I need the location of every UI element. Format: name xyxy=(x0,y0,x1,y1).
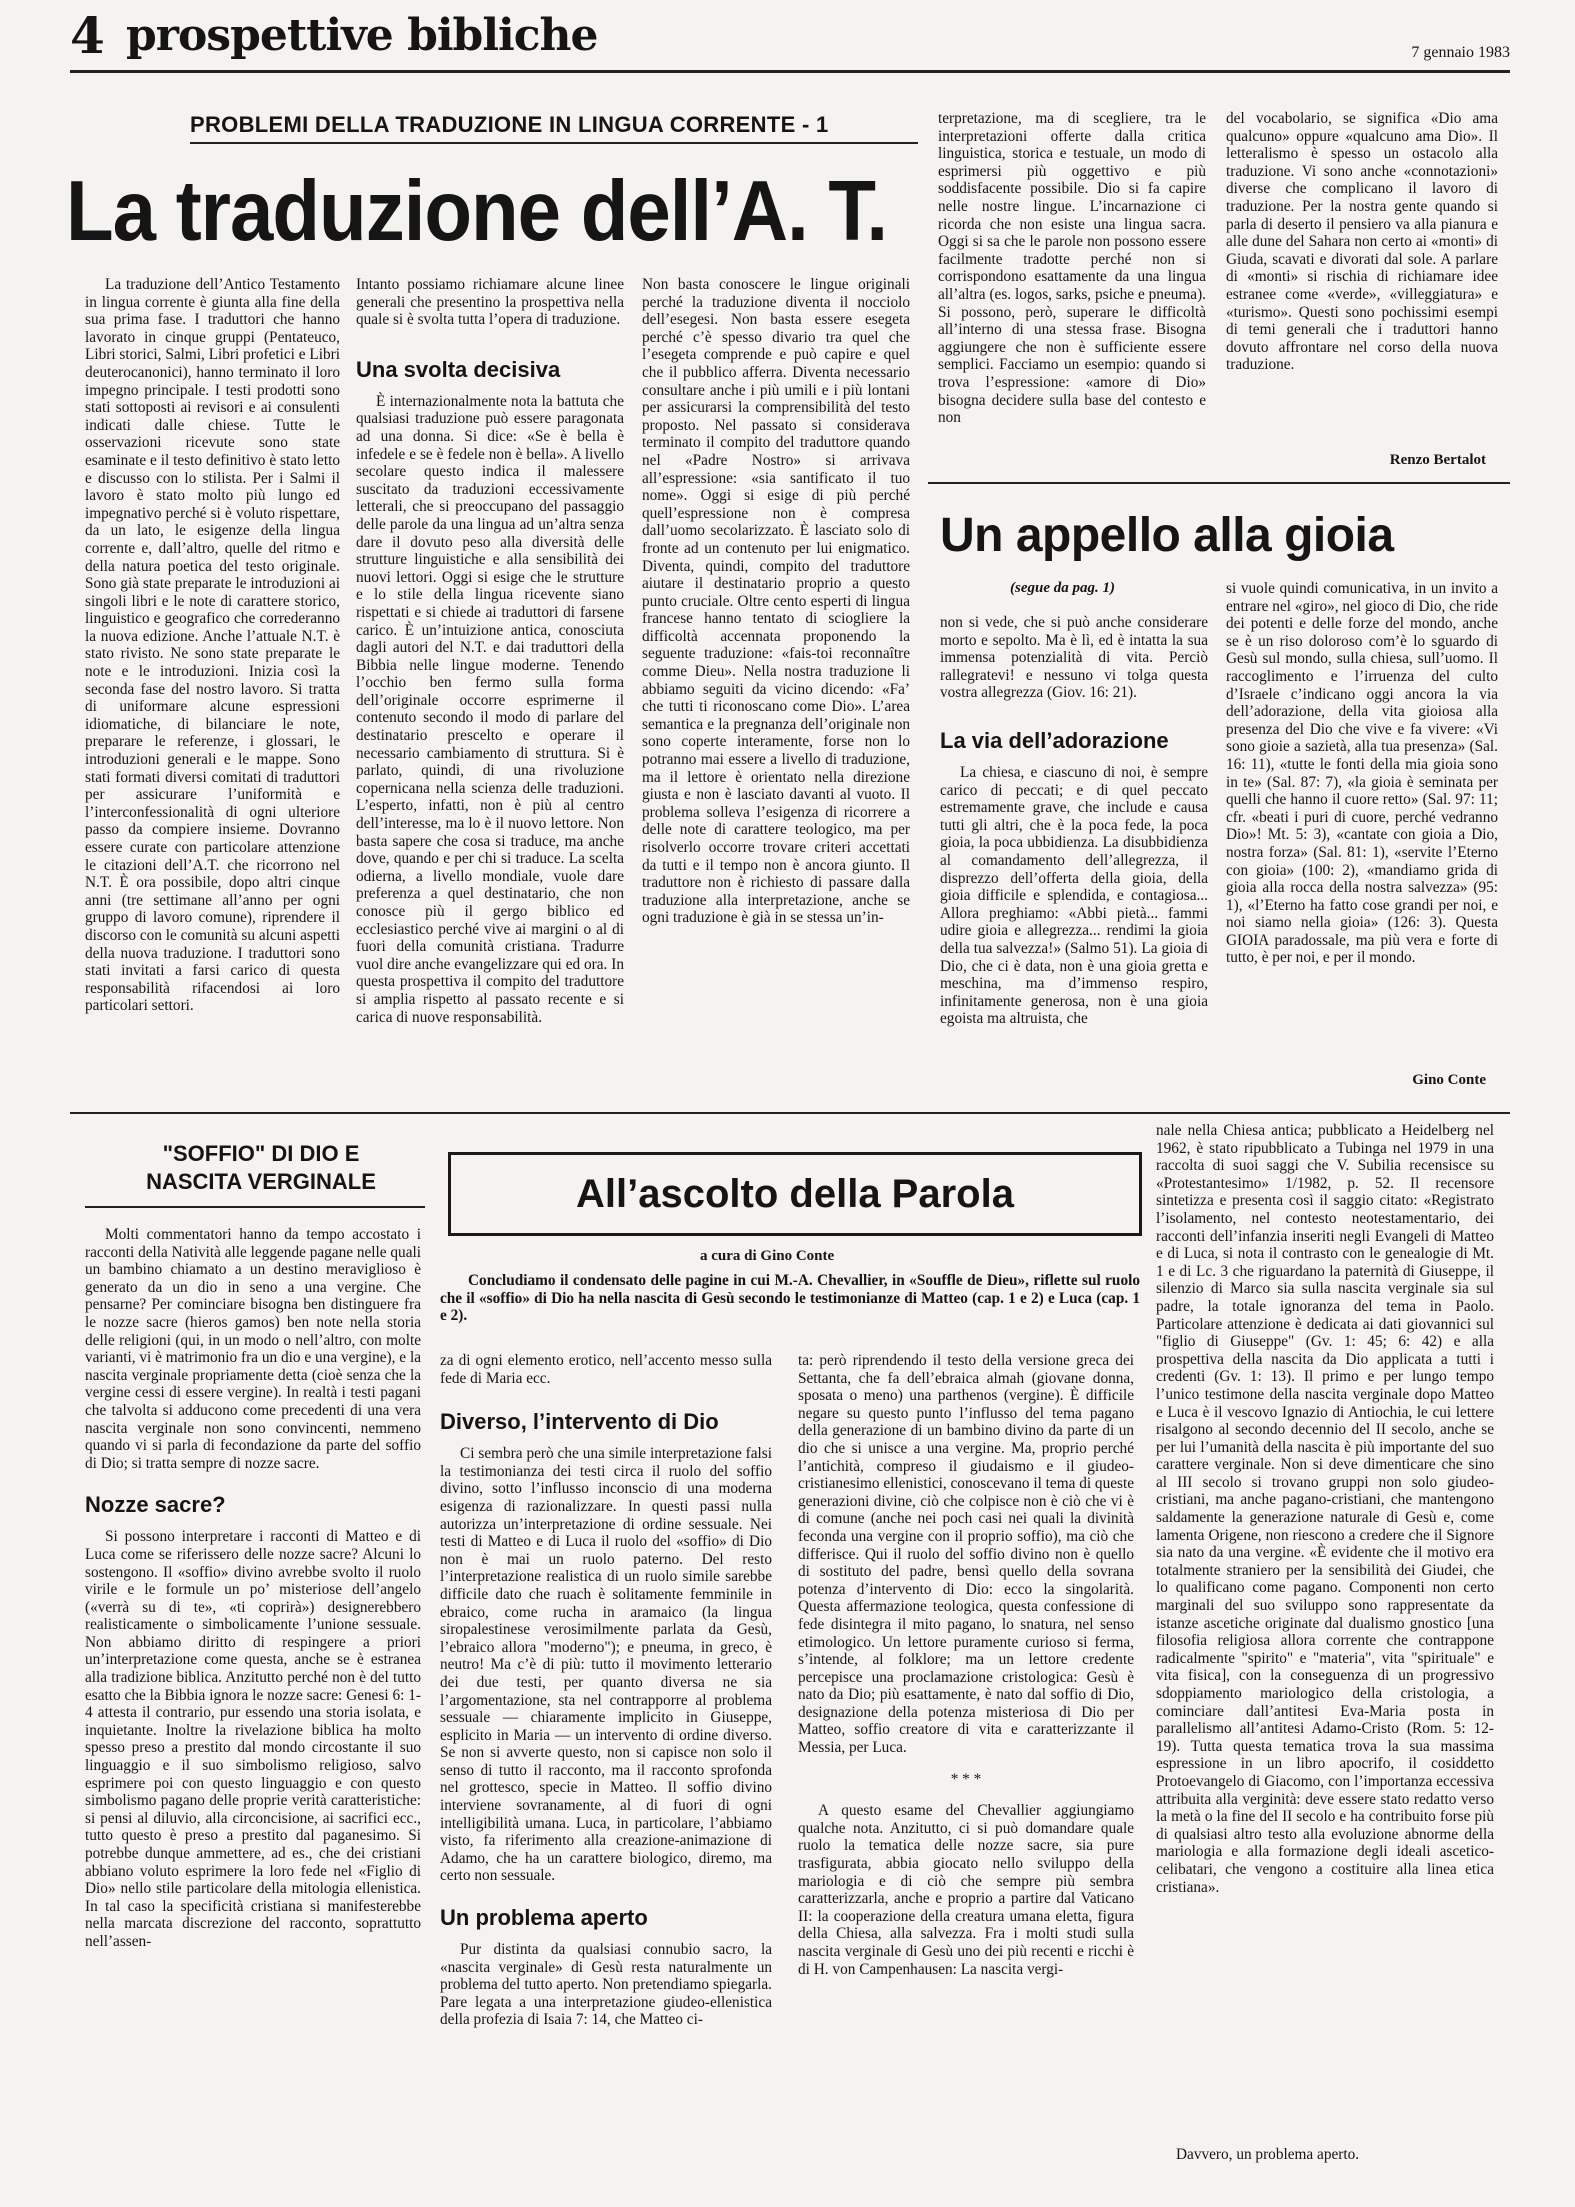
top-col-2-intro: Intanto possiamo richiamare alcune linee generali che presentino la prospettiva nella quale si è svolta tutta l’opera di traduzione. xyxy=(356,276,624,329)
ascolto-col-2 xyxy=(798,1352,1134,2176)
section-title: prospettive bibliche xyxy=(126,10,598,61)
main-headline: La traduzione dell’A. T. xyxy=(66,162,888,259)
ascolto-col-1-body-2: Pur distinta da qualsiasi connubio sacro, la «nascita verginale» di Gesù resta naturalmente un problema del tutto aperto. Non pretendiamo spiegarla. Pare legata a una interpretazione giudeo-ellenistica della profezia di Isaia 7: 14, che Matteo ci- xyxy=(440,1941,772,2029)
top-col-2 xyxy=(356,276,624,1102)
appello-col-1-body: La chiesa, e ciascuno di noi, è sempre carico di peccati; e di quel peccato estremamente grave, che include e causa tutti gli altri, che è la poca fede, la poca gioia, la poca ubbidienza. La disubbidienza al comandamento dell’allegrezza, il disprezzo dell’offerta della gioia, della gioia difficile e splendida, e contagiosa... Allora preghiamo: «Abbi pietà... fammi udire gioia e allegrezza... rendimi la gioia della tua salvezza!» (Salmo 51). La gioia di Dio, che ci è data, non è una gioia gretta e meschina, ma d’immenso respiro, infinitamente generosa, non è una gioia egoista ma altruista, che xyxy=(940,763,1208,1028)
middle-rule xyxy=(70,1112,1510,1114)
soffio-title: "SOFFIO" DI DIO E NASCITA VERGINALE xyxy=(146,1141,376,1194)
ascolto-col-2-text: ta: però riprendendo il testo della versione greca dei Settanta, che fa dell’ebraica almah (giovane donna, sposata o meno) una parthenos (vergine). È difficile negare su questo punto l’influsso del tema pagano della generazione di un bambino divino da parte di un dio che si unisce a una vergine. Ma, proprio perché l’antichità, compreso il giudaismo e il giudeo-cristianesimo ellenistici, conoscevano il tema di queste generazioni divine, ciò che colpisce non è ciò che vi è di comune (anche nei poch casi nei quali la divinità feconda una vergine con il proprio soffio), ma ciò che differisce. Qui il ruolo del soffio divino non è quello di sostituto del padre, bensì quello della sovrana potenza d’intervento di Dio: ecco la singolarità. Questa affermazione teologica, questa confessione di fede disintegra il mito pagano, lo snatura, nel senso etimologico. Un lettore puramente curioso si ferma, s’intende, al folklore; ma un lettore credente percepisce una proclamazione cristologica: Gesù è nato da Dio; più esattamente, è nato dal soffio di Dio, designazione della potenza misteriosa di Dio per Matteo, soffio creatore di vita e caratterizzante il Messia, per Luca. xyxy=(798,1352,1134,1757)
top-col-5 xyxy=(1226,110,1498,440)
ascolto-col-1-body: Ci sembra però che una simile interpretazione falsi la testimonianza dei testi circa il ruolo del soffio divino, sotto l’influsso inconscio di una moderna esigenza di razionalizzare. In questi passi nulla autorizza un’interpretazione di ordine sessuale. Nei testi di Matteo e di Luca il ruolo del «soffio» di Dio non è mai un ruolo paterno. Del resto l’interpretazione realistica di un ruolo simile sarebbe difficile dato che ruach è solitamente femminile in ebraico, come rucha in aramaico (la lingua siropalestinese verosimilmente parlata da Gesù, l’ebraico allora "moderno"); e pneuma, in greco, è neutro! Ma c’è di più: tutto il movimento letterario dei due testi, per quanto diversa ne sia l’argomentazione, sta nel contrapporre al problema sessuale — chiaramente implicito in Giuseppe, esplicito in Maria — un intervento di ordine diverso. Se non si avverte questo, non si capisce non solo il senso di tutto il racconto, ma il racconto sprofonda nel grottesco, specie in Matteo. Il soffio divino interviene sovranamente, al di fuori di ogni intelligibilità umana. Luca, in particolare, l’abbiamo visto, fa riferimento alla creazione-animazione di Adamo, che ha un carattere biologico, diremo, ma certo non sessuale. xyxy=(440,1445,772,1885)
ascolto-col-2-body-2: A questo esame del Chevallier aggiungiamo qualche nota. Anzitutto, ci si può domandare quale ruolo la tematica delle nozze sacre, sia pure trasfigurata, abbia giocato nello sviluppo della mariologia e di ciò che sempre più sembra caratterizzarla, anche e proprio a partire dal Vaticano II: la cooperazione della creatura umana eletta, figura della Chiesa, alla salvezza. Fra i molti studi sulla nascita verginale di Gesù uno dei più recenti e ricchi è di H. von Campenhausen: La nascita vergi- xyxy=(798,1802,1134,1978)
page-number: 4 xyxy=(70,6,105,65)
soffio-rule xyxy=(85,1206,425,1208)
ascolto-title-box xyxy=(448,1152,1142,1236)
top-col-4 xyxy=(938,110,1206,470)
ascolto-subhead-2: Un problema aperto xyxy=(440,1905,648,1931)
section-stars: * * * xyxy=(950,1770,982,1788)
masthead-rule xyxy=(70,70,1510,73)
ascolto-subhead-1: Diverso, l’intervento di Dio xyxy=(440,1409,719,1435)
top-col-1 xyxy=(85,276,340,1102)
top-col-3-text: Non basta conoscere le lingue originali perché la traduzione diventa il nocciolo dell’esegesi. Non basta essere esegeta perché c’è spesso divario tra quel che l’esegeta comprende e può capire e quel che il pubblico afferra. Diventa necessario consultare anche i più umili e i più lontani per assicurarsi la comprensibilità del testo proposto. Nel passato si considerava terminato il compito del traduttore quando nel «Padre Nostro» si arrivava all’espressione: «sia santificato il tuo nome». Oggi si esige di più perché quell’espressione non è compresa dall’uomo secolarizzato. È lasciato solo di fronte ad un contenuto per lui enigmatico. Diventa, quindi, compito del traduttore aiutare il destinatario proprio a questo punto cruciale. Oltre cento esperti di lingua francese hanno tentato di sciogliere la difficoltà accennata proponendo la seguente traduzione: «fais-toi reconnaître comme Dieu». Nella nostra traduzione li abbiamo seguiti da vicino dicendo: «Fa’ che tutti ti riconoscano come Dio». L’area semantica e la pregnanza dell’originale non sono coperte interamente, forse non lo potranno mai essere a livello di traduzione, ma il lettore è orientato nella direzione giusta e non è lasciato davanti al vuoto. Il problema solleva l’esigenza di ricorrere a delle note di carattere teologico, ma per risolverlo occorre trovare criteri accettati da tutti e il tempo non è ancora giunto. Il traduttore non è richiesto di passare dalla traduzione alla interpretazione, anche se ogni traduzione è già in se stessa un’in- xyxy=(642,276,910,927)
ascolto-col-1 xyxy=(440,1352,772,2176)
ascolto-col-1-top: za di ogni elemento erotico, nell’accento messo sulla fede di Maria ecc. xyxy=(440,1352,772,1387)
top-col-2-subhead: Una svolta decisiva xyxy=(356,356,561,382)
appello-subhead: La via dell’adorazione xyxy=(940,727,1169,753)
appello-continued: (segue da pag. 1) xyxy=(1010,580,1115,596)
issue-date: 7 gennaio 1983 xyxy=(1411,44,1510,61)
top-col-5-text: del vocabolario, se significa «Dio ama qualcuno» oppure «qualcuno ama Dio». Il letteralismo è spesso un ostacolo alla traduzione. Vi sono anche «connotazioni» diverse che complicano il lavoro di traduzione. Per la nostra gente quando si parla di deserto il pensiero va alla pianura e alle dune del Sahara non certo ai «monti» di Giuda, scavati e divorati dal sole. A parlare di «monti» si rischia di richiamare idee estranee come «verde», «villeggiatura» e «turismo». Questi sono pochissimi esempi di temi generali che i traduttori hanno dovuto affrontare nel corso della nuova traduzione. xyxy=(1226,110,1498,374)
top-signature: Renzo Bertalot xyxy=(1389,452,1486,468)
soffio-col xyxy=(85,1226,421,2176)
top-col-3 xyxy=(642,276,910,1102)
appello-col-2 xyxy=(1226,580,1498,1060)
ascolto-lead: Concludiamo il condensato delle pagine in cui M.-A. Chevallier, in «Souffle de Dieu», riflette sul ruolo che il «soffio» di Dio ha nella nascita di Gesù secondo le testimonianze di Matteo (cap. 1 e 2) e Luca (cap. 1 e 2). xyxy=(440,1272,1140,1325)
appello-col-1-text: non si vede, che si può anche considerare morto e sepolto. Ma è lì, ed è intatta la sua immensa potenzialità di vita. Perciò rallegratevi! e nessuno vi tolga questa vostra allegrezza (Giov. 16: 21). xyxy=(940,614,1208,702)
ascolto-col-3 xyxy=(1156,1122,1494,2140)
masthead xyxy=(70,8,1510,68)
ascolto-col-3-text: nale nella Chiesa antica; pubblicato a Heidelberg nel 1962, è stato ripubblicato a Tubinga nel 1979 in una raccolta di suoi saggi che V. Subilia recensisce su «Protestantesimo» 1/1982, p. 52. Il recensore sintetizza e presenta così il saggio citato: «Registrato l’isolamento, nel contesto neotestamentario, dei racconti dell’infanzia inseriti negli Evangeli di Matteo e di Luca, si nota il contrasto con le genealogie di Mt. 1 e di Lc. 3 che riguardano la paternità di Giuseppe, il silenzio di Marco sia sulla nascita verginale sia sul padre, la totale ignoranza del tema in Paolo. Particolare attenzione è dedicata ai dati giovannici sul "figlio di Giuseppe" (Gv. 1: 45; 6: 42) e alla prospettiva della nascita da Dio applicata a tutti i credenti (Gv. 1: 13). Il primo e per lungo tempo l’unico testimone della nascita verginale dopo Matteo e Luca è il vescovo Ignazio di Antiochia, le cui lettere risalgono al secondo decennio del II secolo, anche se per lui l’umanità della nascita è più importante del suo carattere verginale. Non si deve dimenticare che sino al III secolo si trovano gruppi non solo giudeo-cristiani, ma anche pagano-cristiani, che mantengono saldamente la generazione naturale di Gesù e, come lamenta Origene, non riescono a credere che il Signore sia nato da una vergine. «È evidente che il motivo era totalmente straniero per la sensibilità dei Giudei, che lo qualificano come pagano. Componenti non certo marginali del suo sviluppo sono rappresentate da istanze ascetiche originate dal dualismo gnostico [una filosofia religiosa allora corrente che contrappone radicalmente "spirito" e "materia", vita "spirituale" e vita fisica], con la conseguenza di un progressivo sdoppiamento mariologico della cristologia, a cominciare dall’antitesi Eva-Maria posta in parallelismo all’antitesi Adamo-Cristo (Rom. 5: 12-19). Tutta questa tematica trova la sua massima espressione in un libro apocrifo, il cosiddetto Protoevangelo di Giacomo, con l’importanza eccessiva attribuita alla verginità: deve essere stato redatto verso la metà o la fine del II secolo e ha contribuito forse più di qualsiasi altro testo alla evoluzione abnorme della mariologia e alla formazione degli ideali ascetico-celibatari, che vengono a costituire alla linea etica cristiana». xyxy=(1156,1122,1494,1896)
series-rule xyxy=(190,142,918,144)
appello-headline: Un appello alla gioia xyxy=(940,509,1394,562)
ascolto-headline: All’ascolto della Parola xyxy=(576,1172,1014,1216)
ascolto-closing xyxy=(1156,2146,1494,2164)
top-col-4-text: terpretazione, ma di scegliere, tra le interpretazioni offerte dalla critica linguistica, storica e testuale, un modo di esprimersi più oggettivo e più soddisfacente possibile. Dio si fa capire nelle nostre lingue. L’incarnazione ci ricorda che non esiste una lingua sacra. Oggi si sa che le parole non possono essere facilmente tradotte perché non si corrispondono esattamente da una lingua all’altra (es. logos, sarks, psiche e pneuma). Si possono, però, superare le difficoltà all’interno di una stessa frase. Bisogna aggiungere che non è sufficiente essere semplici. Facciamo un esempio: quando si trova l’espressione: «amore di Dio» bisogna decidere sulla base del contesto e non xyxy=(938,110,1206,427)
top-col-1-text: La traduzione dell’Antico Testamento in lingua corrente è giunta alla fine della sua prima fase. I traduttori che hanno lavorato in cinque gruppi (Pentateuco, Libri storici, Salmi, Libri profetici e Libri deuterocanonici), hanno terminato il loro impegno principale. I testi prodotti sono stati sottoposti ai revisori e ai consulenti indicati dalle chiese. Tutte le osservazioni ricevute sono state esaminate e il testo definitivo è stato letto e discusso con lo stilista. Per i Salmi il lavoro è stato molto più lungo ed impegnativo perché si è voluto rispettare, da un lato, le esigenze della lingua corrente e, dall’altro, quelle del ritmo e della natura poetica del testo originale. Sono già state preparate le introduzioni ai singoli libri e le note di carattere storico, linguistico e geografico che correderanno la nuova edizione. Anche l’attuale N.T. è stato rivisto. Ne sono state preparate le note e le introduzioni. Inizia così la seconda fase del nostro lavoro. Si tratta di uniformare alcune espressioni idiomatiche, di bilanciare le note, preparare le referenze, i glossari, le introduzioni generali e le mappe. Sono stati formati diversi comitati di traduttori per assicurare l’uniformità e l’interconfessionalità di ogni ulteriore passo da compiere insieme. Dovranno essere curate con particolare attenzione le citazioni dell’A.T. che ricorrono nel N.T. È ora possibile, dopo altri cinque anni (tre settimane all’anno per ogni gruppo di lavoro comune), riprendere il discorso con le comunità su alcuni aspetti della nuova traduzione. I traduttori sono stati invitati a farsi carico di questa responsabilità rifacendosi ai loro particolari settori. xyxy=(85,276,340,1015)
appello-signature: Gino Conte xyxy=(1412,1072,1486,1088)
series-title: PROBLEMI DELLA TRADUZIONE IN LINGUA CORRENTE - 1 xyxy=(190,112,829,137)
top-right-rule xyxy=(928,482,1510,484)
ascolto-closing-text: Davvero, un problema aperto. xyxy=(1176,2146,1360,2163)
top-col-2-body: È internazionalmente nota la battuta che qualsiasi traduzione può essere paragonata ad una donna. Si dice: «Se è bella è infedele e se è fedele non è bella». A livello secolare questo indica il malessere suscitato da traduzioni eccessivamente letterali, che si preoccupano del passaggio delle parole da una lingua ad un’altra senza dare il dovuto peso alla diversità delle strutture linguistiche e alla sensibilità dei nuovi lettori. Oggi si esige che le strutture e lo stile della lingua ricevente siano rispettati e si chiede ai traduttori di farsene carico. È un’intuizione antica, conosciuta dagli autori del N.T. e dai traduttori della Bibbia nelle lingue moderne. Tenendo l’occhio ben fermo sulla forma dell’originale occorre esprimerne il contenuto secondo il modo di parlare del destinatario prescelto e operare il necessario cambiamento di struttura. Si è parlato, quindi, di una rivoluzione copernicana nella scienza delle traduzioni. L’esperto, infatti, non è più al centro dell’interesse, ma lo è il nuovo lettore. Non basta sapere che cosa si traduce, ma anche dove, quando e per chi si traduce. La scelta odierna, a livello mondiale, vuole dare preferenza a quel destinatario, che non conosce più il gergo biblico ed ecclesiastico perché vive ai margini o al di fuori della comunità cristiana. Tradurre vuol dire anche evangelizzare qui ed ora. In questa prospettiva il compito del traduttore si amplia rispetto al passato recente e si carica di nuove responsabilità. xyxy=(356,392,624,1026)
soffio-body-2: Si possono interpretare i racconti di Matteo e di Luca come se riferissero delle nozze sacre? Alcuni lo sostengono. Il «soffio» divino avrebbe svolto il ruolo virile e le formule un po’ misteriose dell’angelo («verrà su di te», «ti coprirà») designerebbero realisticamente o simbolicamente l’unione sessuale. Non abbiamo diritto di respingere a priori un’interpretazione come questa, anche se è estranea alla tradizione biblica. Anzitutto perché non è del tutto esatto che la Bibbia ignora le nozze sacre: Genesi 6: 1-4 attesta il contrario, pur essendo una storia isolata, e inquietante. Inoltre la rivelazione biblica ha molto spesso preso a prestito dal mondo circostante il suo linguaggio e il suo simbolismo religioso, salvo esprimere poi con questo linguaggio e con questo simbolismo pagano delle proprie verità caratteristiche: si pensi al diluvio, alla circoncisione, ai sacrifici ecc., tutto questo è preso a prestito dal paganesimo. Si potrebbe dunque ammettere, ad es., che dei cristiani abbiano voluto esprimere la loro fede nel «Figlio di Dio» nello stile particolare della mitologia ellenistica. In tal caso la specificità cristiana si manifesterebbe nella marcata discrezione del racconto, soprattutto nell’assen- xyxy=(85,1528,421,1950)
ascolto-byline: a cura di Gino Conte xyxy=(700,1248,835,1264)
appello-col-1 xyxy=(940,614,1208,1102)
appello-col-2-text: si vuole quindi comunicativa, in un invito a entrare nel «giro», nel gioco di Dio, che ride dei potenti e delle forze del mondo, anche se è un riso doloroso com’è lo sguardo di Gesù sul mondo, sulla chiesa, sull’uomo. Il raccoglimento e l’irruenza del culto d’Israele c’indicano oggi ancora la via dell’adorazione, della vita gioiosa alla presenza del Dio che vive e fa vivere: «Vi sono gioie a sazietà, alla tua presenza» (Sal. 16: 11), «tutte le fonti della mia gioia sono in te» (Sal. 87: 7), «la gioia è seminata per quelli che hanno il cuore retto» (Sal. 97: 11; cfr. «beati i puri di cuore, perché vedranno Dio»! Mt. 5: 3), «cantate con gioia a Dio, nostra forza» (Sal. 81: 1), «servite l’Eterno con gioia» (100: 2), «mandiamo grida di gioia alla rocca della nostra salvezza» (95: 1), «l’Eterno ha fatto cose grandi per noi, e noi siamo nella gioia» (126: 3). Questa GIOIA paradossale, ma più vera e forte di tutto, è per noi, e per il mondo. xyxy=(1226,580,1498,967)
soffio-body: Molti commentatori hanno da tempo accostato i racconti della Natività alle leggende pagane nelle quali un bambino chiamato a un destino meraviglioso è generato da un dio in seno a una vergine. Che pensarne? Per cominciare bisogna ben distinguere fra le nozze sacre (hieros gamos) ben note nella storia delle religioni (qui, in un modo o nell’altro, con molte varianti, vi è matrimonio fra un dio e una vergine), e la nascita verginale propriamente detta (cioè senza che la vergine cessi di essere vergine). In realtà i testi pagani che talvolta si adducono come precedenti di una vera nascita verginale non sono convincenti, nemmeno quando vi si parla di fecondazione da parte del soffio di Dio; si tratta sempre di nozze sacre. xyxy=(85,1226,421,1472)
soffio-subhead: Nozze sacre? xyxy=(85,1492,226,1518)
